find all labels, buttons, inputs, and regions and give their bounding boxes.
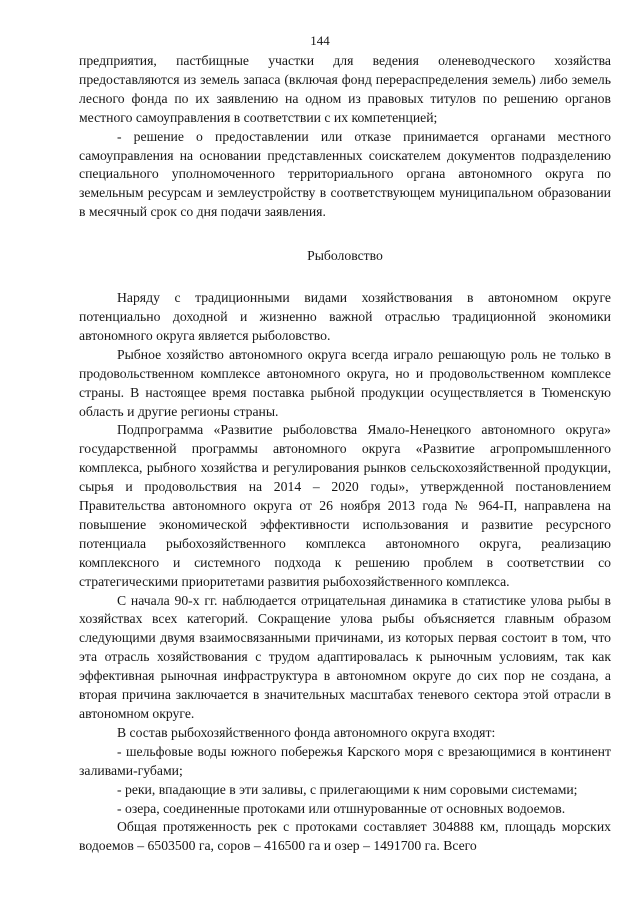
list-item-rivers: - реки, впадающие в эти заливы, с прилегающими к ним соровыми системами; <box>117 781 578 797</box>
paragraph-continued: предприятия, пастбищные участки для ведения оленеводческого хозяйства предоставляются из земель запаса (включая фонд перераспределения земель) либо земель лесного фонда по их заявлению на одном из правовых титулов по решению органов местного самоуправления в соответствии с их компетенцией; <box>79 53 611 125</box>
paragraph-dynamics: С начала 90-х гг. наблюдается отрицательная динамика в статистике улова рыбы в хозяйствах всех категорий. Сокращение улова рыбы объясняется главным образом следующими двумя взаимосвязанными причинами, из которых первая состоит в том, что эта отрасль хозяйствования с трудом адаптировалась к рыночным условиям, так как эффективная рыночная инфраструктура в автономном округе до сих пор не создана, а вторая причина заключается в значительных масштабах теневого сектора этой отрасли в автономном округе. <box>79 592 611 721</box>
section-heading: Рыболовство <box>307 248 383 264</box>
paragraph-total-length: Общая протяженность рек с протоками составляет 304888 км, площадь морских водоемов – 6503500 га, соров – 416500 га и озер – 1491700 га. Всего <box>79 819 611 854</box>
paragraph-fishery-role: Рыбное хозяйство автономного округа всегда играло решающую роль не только в продовольственном комплексе автономного округа, но и продовольственном комплексе страны. В настоящее время поставка рыбной продукции осуществляется в Тюменскую область и другие регионы страны. <box>79 346 611 419</box>
list-item-decision: - решение о предоставлении или отказе принимается органами местного самоуправления на основании представленных соискателем документов подразделению специального уполномоченного территориального органа автономного округа по земельным ресурсам и землеустройству в соответствующем муниципальном образовании в месячный срок со дня подачи заявления. <box>79 128 611 220</box>
document-body <box>79 52 611 856</box>
list-item-shelf-waters: - шельфовые воды южного побережья Карского моря с врезающимися в континент заливами-губами; <box>79 743 611 778</box>
paragraph-subprogram: Подпрограмма «Развитие рыболовства Ямало-Ненецкого автономного округа» государственной программы автономного округа «Развитие агропромышленного комплекса, рыбного хозяйства и регулирования рынков сельскохозяйственной продукции, сырья и продовольствия на 2014 – 2020 годы», утвержденной постановлением Правительства автономного округа от 26 ноября 2013 года № 964-П, направлена на повышение экономической эффективности использования и развитие ресурсного потенциала рыбохозяйственного комплекса автономного округа, реализацию комплексного и системного подхода к решению проблем в соответствии со стратегическими приоритетами развития рыбохозяйственного комплекса. <box>79 422 611 589</box>
paragraph-intro: Наряду с традиционными видами хозяйствования в автономном округе потенциально доходной и жизненно важной отраслью традиционной экономики автономного округа является рыболовство. <box>79 290 611 343</box>
paragraph-fund-composition: В состав рыбохозяйственного фонда автономного округа входят: <box>117 724 496 740</box>
page-number: 144 <box>310 33 330 48</box>
list-item-lakes: - озера, соединенные протоками или отшнурованные от основных водоемов. <box>117 800 566 816</box>
